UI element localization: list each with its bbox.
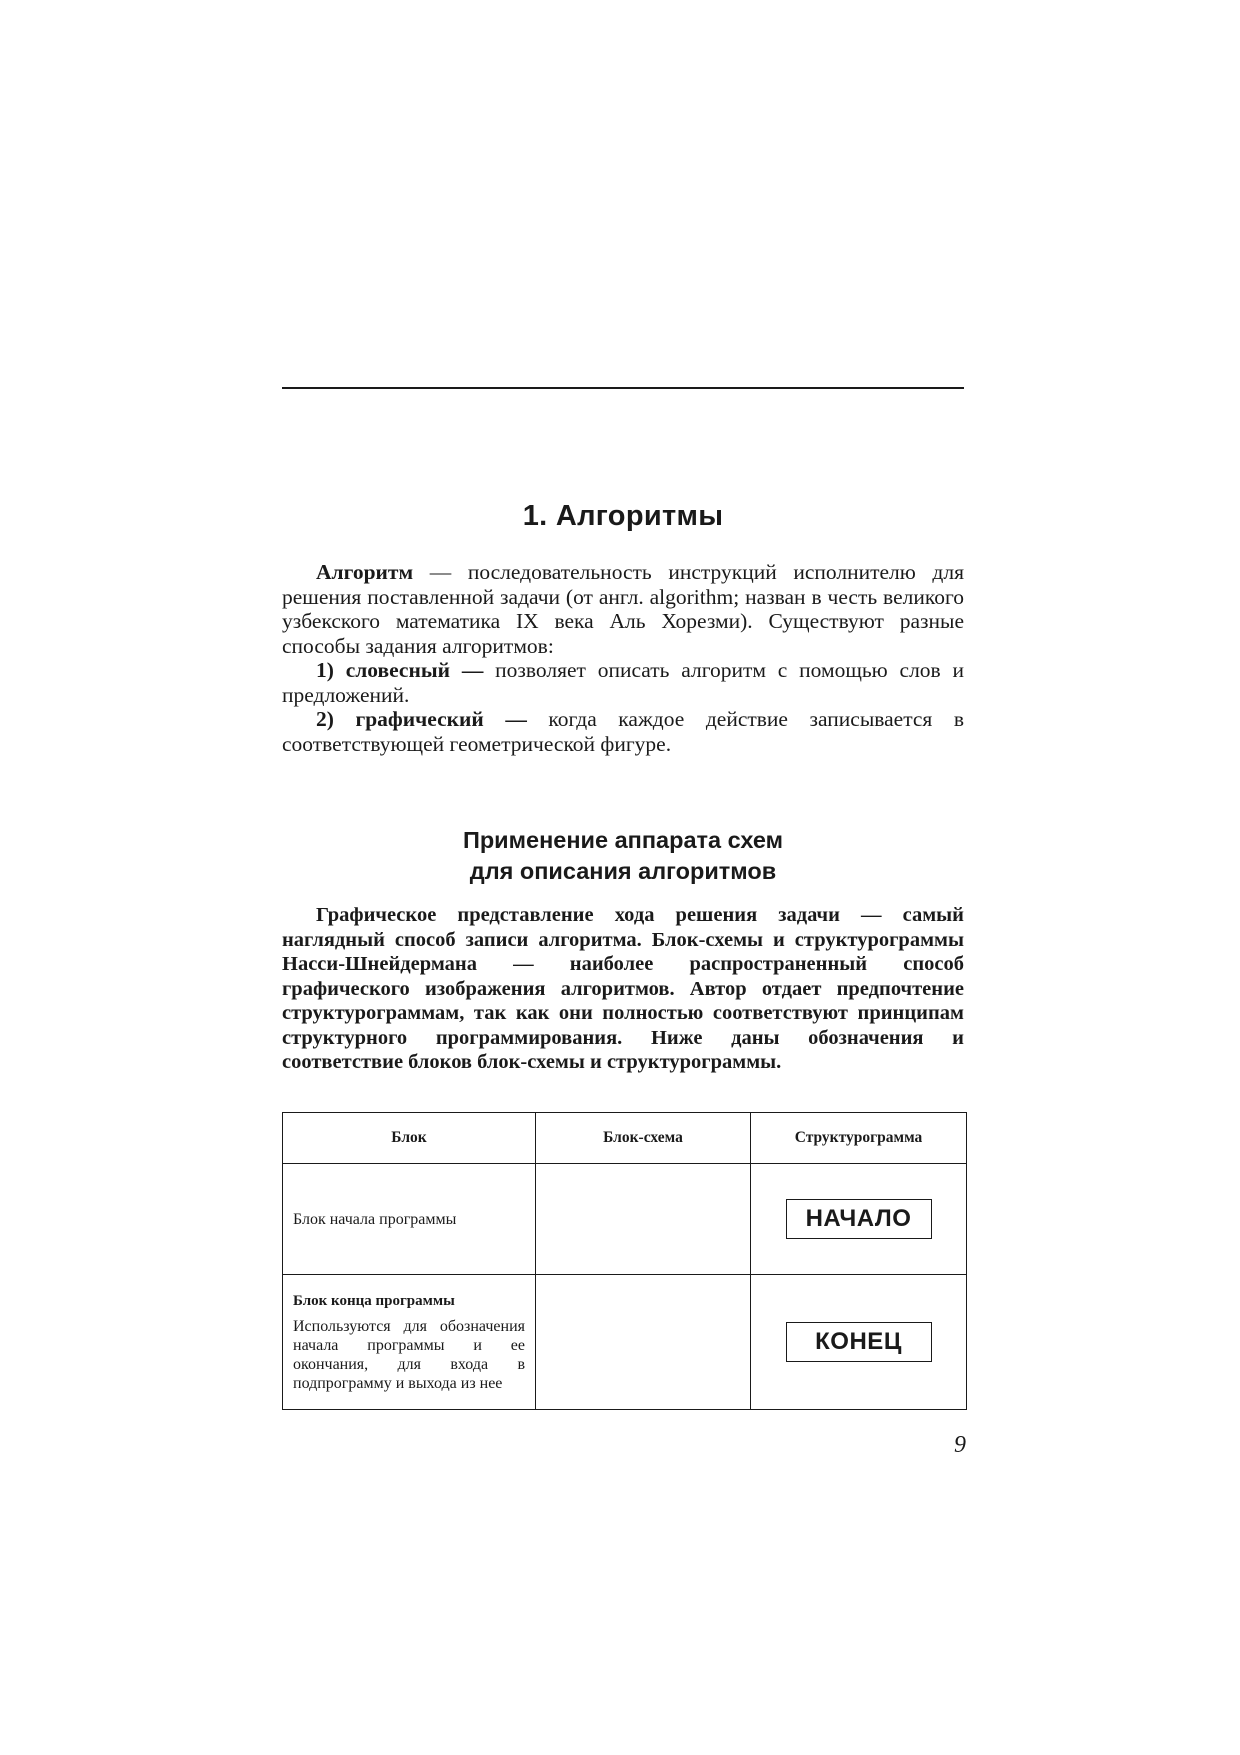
block-cell [283, 1275, 536, 1410]
block-cell [283, 1164, 536, 1275]
table-row [283, 1164, 967, 1275]
block-desc: Используются для обозначения начала программы и ее окончания, для входа в подпрограмму и выхода из нее [293, 1317, 525, 1392]
structogram-start-box: НАЧАЛО [786, 1199, 932, 1239]
intro-text [282, 560, 964, 756]
section-title-line: Применение аппарата схем [462, 827, 784, 853]
method-text: когда каждое действие записывается в соответствующей геометрической фигуре. [282, 707, 965, 756]
method-item-verbal [282, 658, 964, 707]
section-paragraph-text: Графическое представление хода решения задачи — самый наглядный способ записи алгоритма. Блок-схемы и структурограммы Насси-Шнейдермана — наиболее распространенный способ графического изображения алгоритмов. Автор отдает предпочтение структурограммам, так как они полностью соответствуют принципам структурного программирования. Ниже даны обозначения и соответствие блоков блок-схемы и структурограммы. [282, 904, 964, 1073]
table-header-row [283, 1113, 967, 1164]
flowchart-cell [536, 1164, 751, 1275]
structogram-cell [751, 1275, 967, 1410]
header-flowchart: Блок-схема [536, 1113, 751, 1164]
definition-text: — последовательность инструкций исполнителю для решения поставленной задачи (от англ. algorithm; назван в честь великого узбекского математика IX века Аль Хорезми). Существуют разные способы задания алгоритмов: [282, 560, 964, 658]
method-text: позволяет описать алгоритм с помощью слов и предложений. [282, 658, 965, 707]
section-title [282, 825, 964, 887]
blocks-table [282, 1112, 967, 1410]
page-number: 9 [954, 1432, 966, 1458]
definition-paragraph [282, 560, 964, 658]
block-name: Блок начала программы [293, 1210, 457, 1228]
header-structogram: Структурограмма [751, 1113, 967, 1164]
structogram-cell [751, 1164, 967, 1275]
chapter-title: 1. Алгоритмы [522, 500, 724, 532]
header-block: Блок [283, 1113, 536, 1164]
structogram-end-box: КОНЕЦ [786, 1322, 932, 1362]
term-algorithm: Алгоритм [316, 560, 414, 584]
flowchart-cell [536, 1275, 751, 1410]
method-item-graphic [282, 707, 964, 756]
block-description [283, 1292, 535, 1393]
section-paragraph [282, 903, 964, 1075]
block-name: Блок конца программы [293, 1292, 455, 1309]
section-title-line: для описания алгоритмов [469, 858, 777, 884]
table-row [283, 1275, 967, 1410]
header-rule [282, 387, 964, 389]
method-term: 2) графический — [316, 707, 527, 731]
method-term: 1) словесный — [316, 658, 484, 682]
